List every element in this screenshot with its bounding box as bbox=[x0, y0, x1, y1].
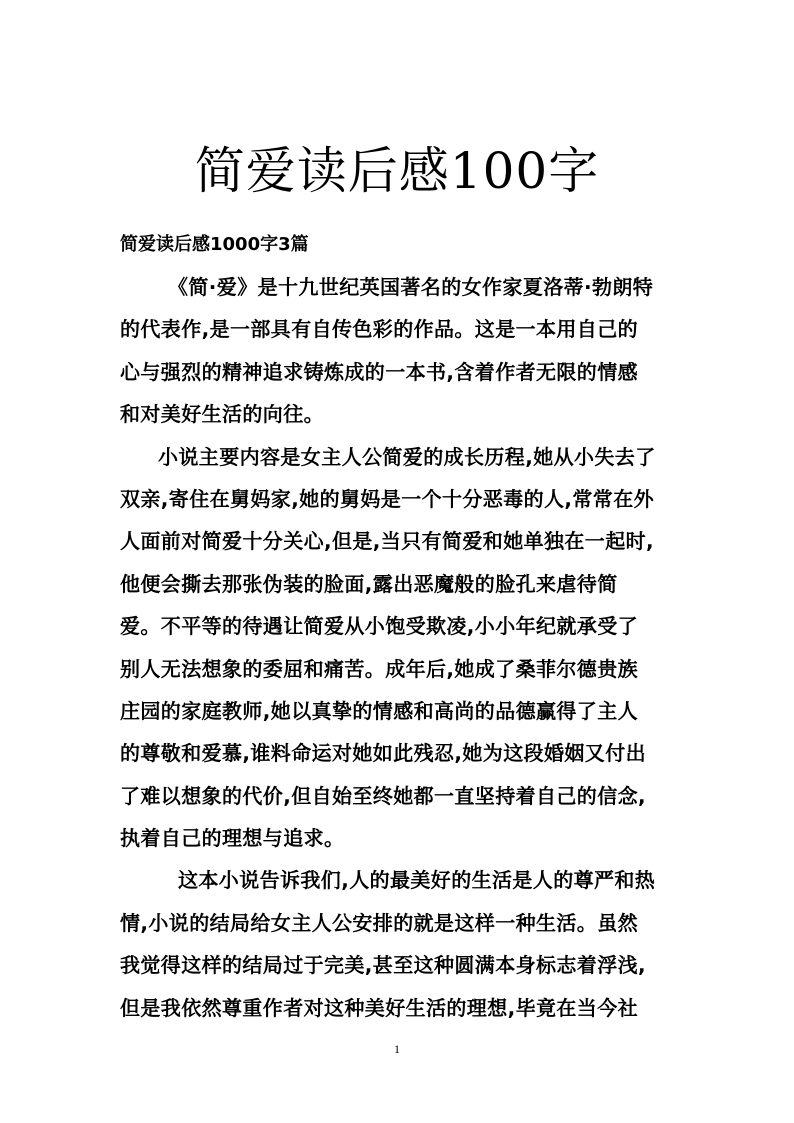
paragraph-2-line-5: 爱。不平等的待遇让简爱从小饱受欺凌,小小年纪就承受了 bbox=[120, 614, 638, 639]
paragraph-1-line-3: 心与强烈的精神追求铸炼成的一本书,含着作者无限的情感 bbox=[120, 359, 638, 384]
paragraph-2-line-6: 别人无法想象的委屈和痛苦。成年后,她成了桑菲尔德贵族 bbox=[120, 656, 638, 681]
paragraph-2-line-1: 小说主要内容是女主人公简爱的成长历程,她从小失去了 bbox=[158, 444, 656, 469]
document-subtitle: 简爱读后感1000字3篇 bbox=[120, 234, 309, 255]
paragraph-1-line-1: 《简·爱》是十九世纪英国著名的女作家夏洛蒂·勃朗特 bbox=[168, 275, 654, 299]
document-title: 简爱读后感100字 bbox=[194, 142, 600, 200]
paragraph-2-line-9: 了难以想象的代价,但自始至终她都一直坚持着自己的信念, bbox=[120, 783, 646, 808]
paragraph-3-line-4: 但是我依然尊重作者对这种美好生活的理想,毕竟在当今社 bbox=[120, 995, 638, 1020]
paragraph-1-line-2: 的代表作,是一部具有自传色彩的作品。这是一本用自己的 bbox=[120, 317, 638, 342]
paragraph-1-line-4: 和对美好生活的向往。 bbox=[120, 402, 324, 427]
paragraph-2-line-7: 庄园的家庭教师,她以真挚的情感和高尚的品德赢得了主人 bbox=[120, 698, 638, 723]
document-body bbox=[120, 266, 680, 1029]
paragraph-2-line-3: 人面前对简爱十分关心,但是,当只有简爱和她单独在一起时, bbox=[120, 529, 654, 554]
paragraph-2-line-8: 的尊敬和爱慕,谁料命运对她如此残忍,她为这段婚姻又付出 bbox=[120, 741, 646, 766]
paragraph-3-line-3: 我觉得这样的结局过于完美,甚至这种圆满本身标志着浮浅, bbox=[120, 953, 646, 978]
paragraph-2-line-2: 双亲,寄住在舅妈家,她的舅妈是一个十分恶毒的人,常常在外 bbox=[120, 486, 654, 511]
paragraph-2-line-4: 他便会撕去那张伪装的脸面,露出恶魔般的脸孔来虐待简 bbox=[120, 571, 618, 596]
paragraph-2-line-10: 执着自己的理想与追求。 bbox=[120, 826, 345, 851]
paragraph-3-line-1: 这本小说告诉我们,人的最美好的生活是人的尊严和热 bbox=[178, 868, 656, 893]
paragraph-3-line-2: 情,小说的结局给女主人公安排的就是这样一种生活。虽然 bbox=[120, 910, 638, 935]
page-number: 1 bbox=[394, 1042, 400, 1056]
